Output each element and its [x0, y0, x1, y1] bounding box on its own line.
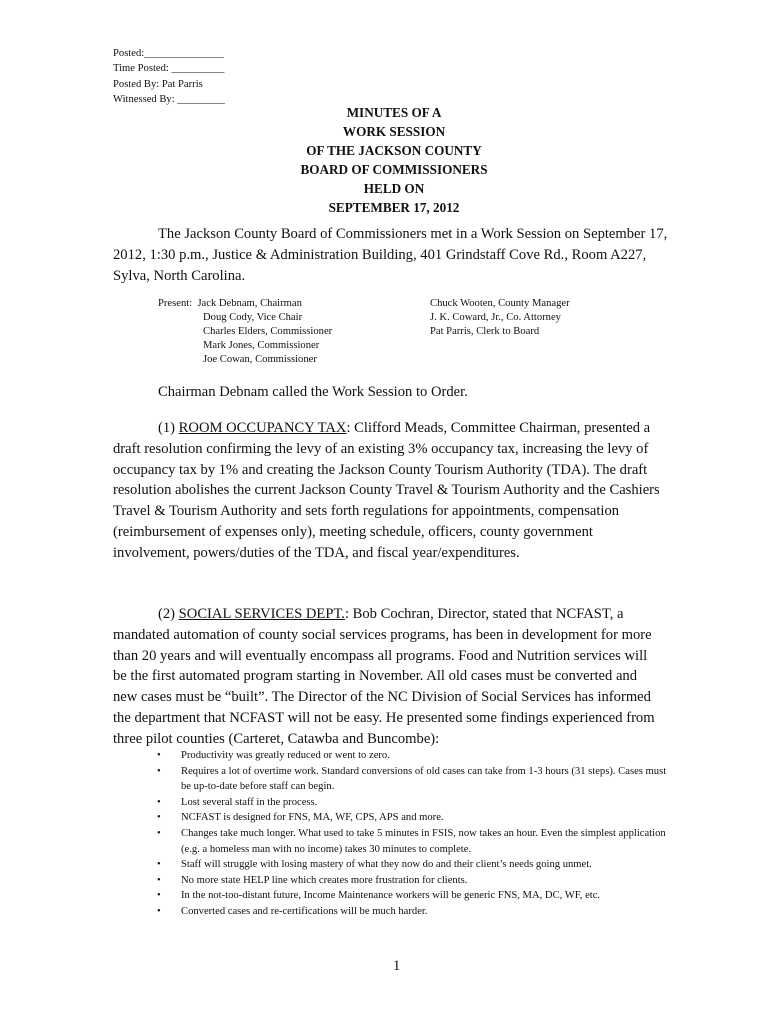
posted-line: Posted:_______________	[113, 48, 224, 59]
item-social-services	[113, 604, 663, 750]
item-number: (1)	[158, 420, 179, 436]
present-label: Present:	[158, 298, 193, 309]
list-item: • Lost several staff in the process.	[157, 796, 318, 808]
posting-info	[113, 46, 225, 107]
title-line: HELD ON	[363, 181, 425, 196]
witnessed-by-line: Witnessed By: _________	[113, 93, 225, 105]
present-members	[158, 297, 332, 367]
list-item: • Productivity was greatly reduced or went to zero.	[157, 750, 390, 761]
present-member: Mark Jones, Commissioner	[203, 340, 320, 352]
present-member: Jack Debnam, Chairman	[197, 298, 302, 309]
call-to-order: Chairman Debnam called the Work Session to Order.	[158, 384, 468, 400]
item-text: : Clifford Meads, Committee Chairman, presented a draft resolution confirming the levy of an existing 3% occupancy tax, increasing the levy of occupancy tax by 1% and creating the Jackson County Tourism Authority (TDA). The draft resolution abolishes the current Jackson County Travel & Tourism Authority and the Cashiers Travel & Tourism Authority and sets forth regulations for appointments, compensation (reimbursement of expenses only), meeting schedule, officers, county government involvement, powers/duties of the TDA, and fiscal year/expenditures.	[113, 420, 660, 561]
title-line: SEPTEMBER 17, 2012	[328, 200, 460, 215]
intro-paragraph	[113, 224, 673, 286]
list-item: • Converted cases and re-certifications will be much harder.	[157, 905, 428, 917]
title-line: WORK SESSION	[342, 124, 446, 139]
present-member: Joe Cowan, Commissioner	[203, 354, 317, 366]
present-staff	[430, 297, 570, 339]
findings-list	[153, 748, 673, 920]
title-line: MINUTES OF A	[346, 105, 442, 120]
list-item: • No more state HELP line which creates more frustration for clients.	[157, 874, 468, 886]
item-heading: ROOM OCCUPANCY TAX	[178, 420, 347, 436]
present-staff-member: Pat Parris, Clerk to Board	[430, 326, 540, 338]
list-item: • Changes take much longer. What used to take 5 minutes in FSIS, now takes an hour. Even the simplest application (e.g. a homeless man with no income) takes 30 minutes to complete.	[157, 827, 666, 855]
time-posted-line: Time Posted: __________	[113, 63, 225, 75]
posted-by-line: Posted By: Pat Parris	[113, 78, 203, 90]
present-staff-member: J. K. Coward, Jr., Co. Attorney	[430, 312, 561, 324]
list-item: • NCFAST is designed for FNS, MA, WF, CPS, APS and more.	[157, 812, 444, 824]
list-item: • In the not-too-distant future, Income Maintenance workers will be generic FNS, MA, DC, WF, etc.	[157, 890, 601, 902]
list-item: • Requires a lot of overtime work. Standard conversions of old cases can take from 1-3 hours (31 steps). Cases must be up-to-date before staff can begin.	[157, 765, 667, 793]
item-number: (2)	[158, 606, 179, 622]
present-member: Doug Cody, Vice Chair	[203, 312, 303, 324]
document-title	[230, 103, 558, 217]
intro-text: The Jackson County Board of Commissioners met in a Work Session on September 17, 2012, 1:30 p.m., Justice & Administration Building, 401 Grindstaff Cove Rd., Room A227, Sylva, North Carolina.	[113, 226, 668, 284]
present-staff-member: Chuck Wooten, County Manager	[430, 298, 570, 309]
title-line: BOARD OF COMMISSIONERS	[300, 162, 488, 177]
item-heading: SOCIAL SERVICES DEPT.	[178, 606, 345, 622]
page-number: 1	[393, 958, 401, 974]
title-line: OF THE JACKSON COUNTY	[306, 143, 482, 158]
item-text: : Bob Cochran, Director, stated that NCFAST, a mandated automation of county social services programs, has been in development for more than 20 years and will eventually encompass all programs. Food and Nutrition services will be the first automated program starting in November. All old cases must be converted and new cases must be “built”. The Director of the NC Division of Social Services has informed the department that NCFAST will not be easy. He presented some findings experienced from three pilot counties (Carteret, Catawba and Buncombe):	[113, 606, 655, 747]
list-item: • Staff will struggle with losing mastery of what they now do and their client’s needs going unmet.	[157, 859, 592, 871]
item-room-occupancy-tax	[113, 418, 663, 564]
present-member: Charles Elders, Commissioner	[203, 326, 333, 338]
